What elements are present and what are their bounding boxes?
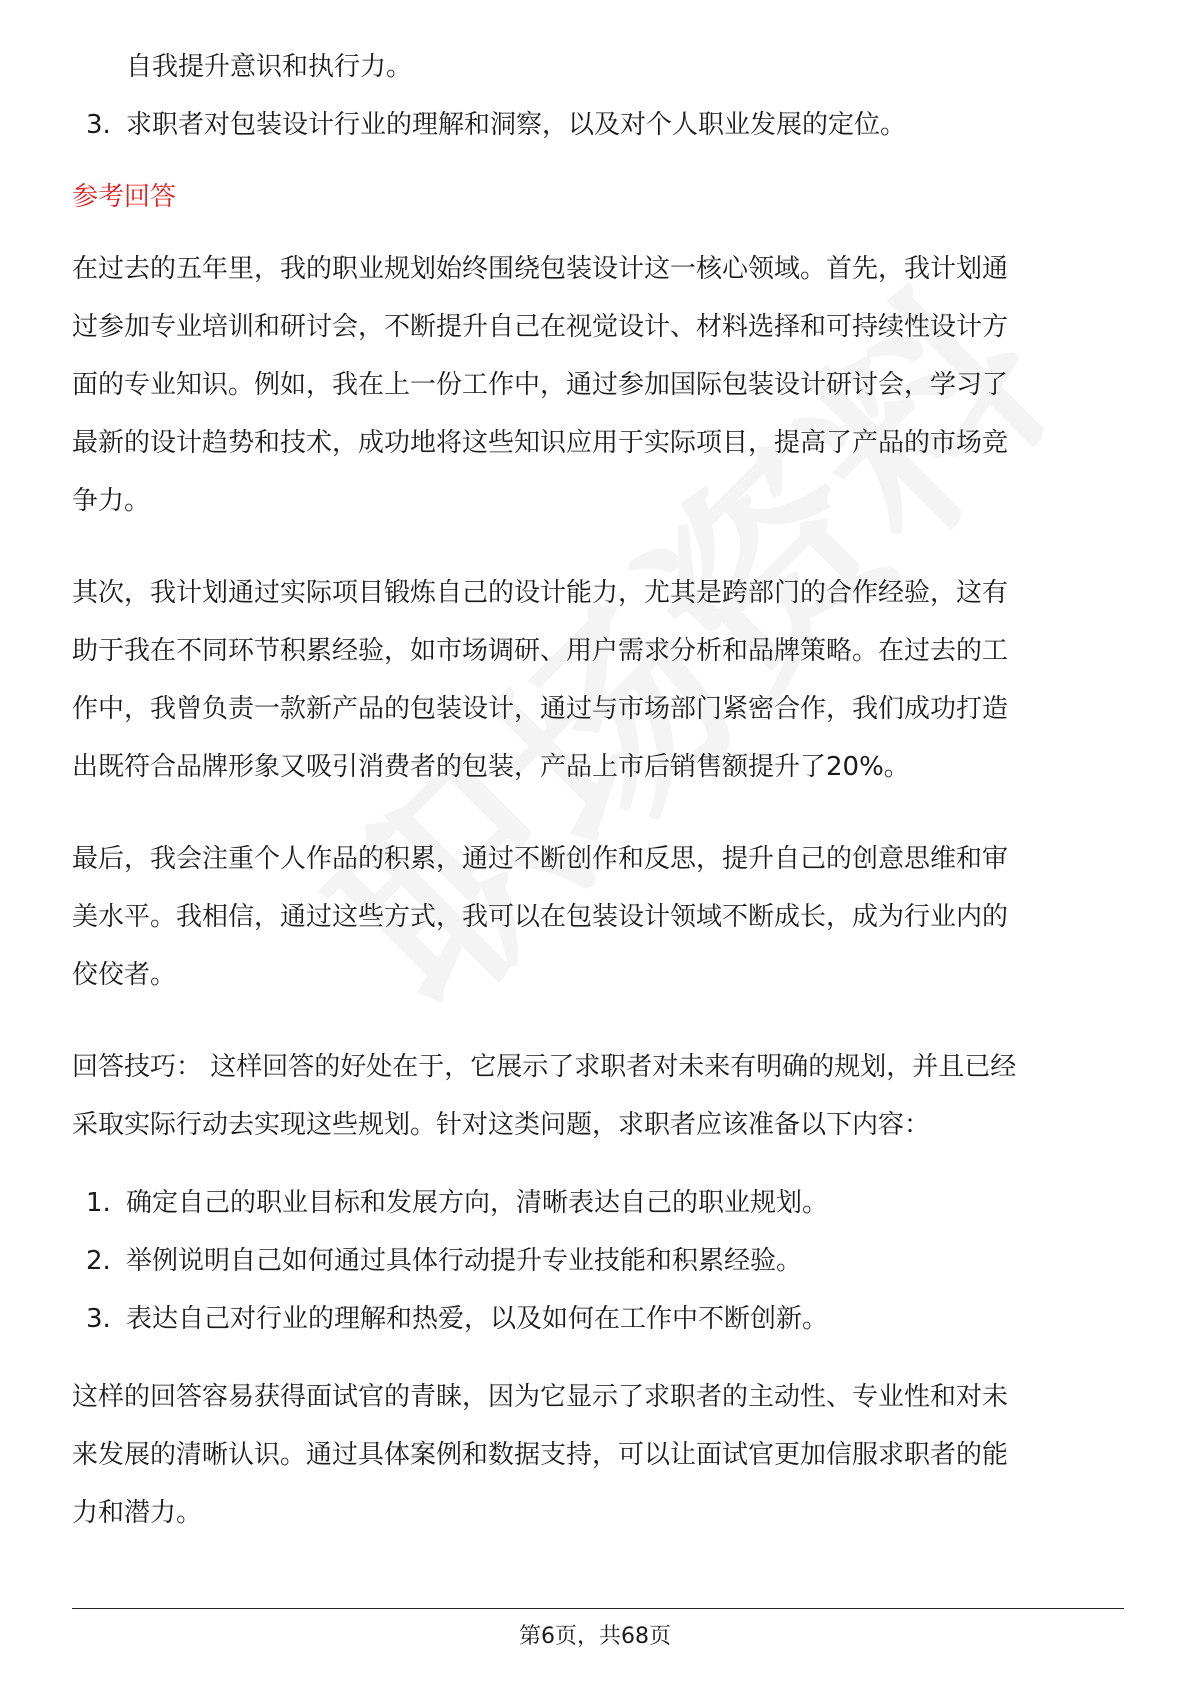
list-number: 1. [86, 1188, 111, 1218]
list-item-text: 表达自己对行业的理解和热爱，以及如何在工作中不断创新。 [126, 1304, 829, 1334]
paragraph-5 [72, 1368, 1122, 1542]
paragraph-line: 争力。 [72, 486, 151, 516]
paragraph-1 [72, 240, 1122, 530]
paragraph-line: 在过去的五年里，我的职业规划始终围绕包装设计这一核心领域。首先，我计划通 [72, 254, 1009, 284]
list-item-text: 求职者对包装设计行业的理解和洞察，以及对个人职业发展的定位。 [126, 110, 907, 140]
page-number: 第6页，共68页 [519, 1624, 671, 1649]
list-item [72, 1232, 1122, 1290]
paragraph-line: 采取实际行动去实现这些规划。针对这类问题，求职者应该准备以下内容： [72, 1110, 931, 1140]
paragraph-line: 作中，我曾负责一款新产品的包装设计，通过与市场部门紧密合作，我们成功打造 [72, 694, 1009, 724]
list-number: 3. [86, 110, 111, 140]
paragraph-line: 这样的回答容易获得面试官的青睐，因为它显示了求职者的主动性、专业性和对未 [72, 1382, 1009, 1412]
list-item [72, 1174, 1122, 1232]
tips-list [72, 1174, 1122, 1348]
list-number: 3. [86, 1304, 111, 1334]
paragraph-line: 出既符合品牌形象又吸引消费者的包装，产品上市后销售额提升了20%。 [72, 752, 910, 782]
list-item [72, 96, 1122, 154]
list-item-text: 确定自己的职业目标和发展方向，清晰表达自己的职业规划。 [126, 1188, 829, 1218]
paragraph-3 [72, 830, 1122, 1004]
paragraph-line: 回答技巧： 这样回答的好处在于，它展示了求职者对未来有明确的规划，并且已经 [72, 1052, 1017, 1082]
reference-answer-heading: 参考回答 [72, 182, 177, 212]
paragraph-line: 最后，我会注重个人作品的积累，通过不断创作和反思，提升自己的创意思维和审 [72, 844, 1009, 874]
paragraph-2 [72, 564, 1122, 796]
paragraph-line: 助于我在不同环节积累经验，如市场调研、用户需求分析和品牌策略。在过去的工 [72, 636, 1009, 666]
paragraph-line: 来发展的清晰认识。通过具体案例和数据支持，可以让面试官更加信服求职者的能 [72, 1440, 1009, 1470]
paragraph-line: 过参加专业培训和研讨会，不断提升自己在视觉设计、材料选择和可持续性设计方 [72, 312, 1009, 342]
paragraph-line: 力和潜力。 [72, 1498, 203, 1528]
document-page [72, 38, 1122, 1542]
list-item [72, 1290, 1122, 1348]
list-item-text: 举例说明自己如何通过具体行动提升专业技能和积累经验。 [126, 1246, 803, 1276]
list-item-continuation: 自我提升意识和执行力。 [126, 52, 413, 82]
paragraph-line: 美水平。我相信，通过这些方式，我可以在包装设计领域不断成长，成为行业内的 [72, 902, 1009, 932]
paragraph-line: 最新的设计趋势和技术，成功地将这些知识应用于实际项目，提高了产品的市场竞 [72, 428, 1009, 458]
paragraph-line: 其次，我计划通过实际项目锻炼自己的设计能力，尤其是跨部门的合作经验，这有 [72, 578, 1009, 608]
paragraph-line: 佼佼者。 [72, 960, 177, 990]
paragraph-4 [72, 1038, 1122, 1154]
list-number: 2. [86, 1246, 111, 1276]
footer-divider [72, 1608, 1124, 1609]
paragraph-line: 面的专业知识。例如，我在上一份工作中，通过参加国际包装设计研讨会，学习了 [72, 370, 1009, 400]
